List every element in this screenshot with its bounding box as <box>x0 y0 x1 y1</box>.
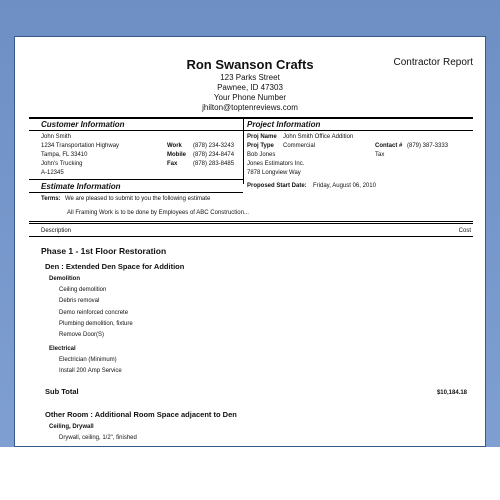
room-title: Den : Extended Den Space for Addition <box>45 262 185 271</box>
customer-name: John Smith <box>41 134 72 140</box>
line-item: Demo reinforced concrete <box>59 310 129 316</box>
room-title: Other Room : Additional Room Space adjacent to Den <box>45 410 237 419</box>
start-date-label: Proposed Start Date: <box>247 183 307 189</box>
company-street: 123 Parks Street <box>220 73 280 82</box>
line-item: Electrician (Minimum) <box>59 357 117 363</box>
customer-title-underline <box>29 130 243 131</box>
category-ceiling-drywall: Ceiling, Drywall <box>49 424 94 430</box>
category-demolition: Demolition <box>49 276 80 282</box>
line-item: Ceiling demolition <box>59 287 107 293</box>
mobile-phone: (878) 234-8474 <box>193 152 235 158</box>
report-page <box>14 36 486 447</box>
mobile-label: Mobile <box>167 152 186 158</box>
category-electrical: Electrical <box>49 346 76 352</box>
description-column-header: Description <box>41 228 72 234</box>
customer-account: A-12345 <box>41 170 64 176</box>
page-bottom-margin <box>0 447 500 500</box>
customer-company: John's Trucking <box>41 161 83 167</box>
proj-type: Commercial <box>283 143 316 149</box>
cost-column-header: Cost <box>458 228 471 234</box>
line-item: Install 200 Amp Service <box>59 368 122 374</box>
column-divider <box>243 117 244 184</box>
proj-type-label: Proj Type <box>247 143 274 149</box>
project-section-title: Project Information <box>247 120 321 129</box>
company-name: Ron Swanson Crafts <box>186 57 314 72</box>
header-divider <box>29 117 473 119</box>
report-title: Contractor Report <box>393 57 473 68</box>
proj-firm: Jones Estimators Inc. <box>247 161 305 167</box>
column-header-rule <box>29 236 473 237</box>
company-city: Pawnee, ID 47303 <box>217 83 283 92</box>
line-item: Debris removal <box>59 298 100 304</box>
start-date: Friday, August 06, 2010 <box>313 183 376 189</box>
line-item: Remove Door(S) <box>59 332 105 338</box>
fax-number: (878) 283-8485 <box>193 161 235 167</box>
proj-name: John Smith Office Addition <box>283 134 354 140</box>
line-item: Plumbing demolition, fixture <box>59 321 133 327</box>
work-label: Work <box>167 143 182 149</box>
contact-number: (879) 387-3333 <box>407 143 449 149</box>
customer-section-title: Customer Information <box>41 120 125 129</box>
fax-label: Fax <box>167 161 178 167</box>
estimate-title-underline <box>29 192 243 193</box>
proj-person: Bob Jones <box>247 152 276 158</box>
proj-name-label: Proj Name <box>247 134 277 140</box>
proj-address: 7878 Longview Way <box>247 170 301 176</box>
project-title-underline <box>244 130 473 131</box>
terms-label: Terms: <box>41 196 61 202</box>
customer-city: Tampa, FL 33410 <box>41 152 88 158</box>
line-item: Drywall, ceiling, 1/2", finished <box>59 435 137 441</box>
contact-label: Contact # <box>375 143 403 149</box>
estimate-divider-1 <box>29 221 473 222</box>
customer-bottom-rule <box>29 179 243 180</box>
estimate-divider-2 <box>29 223 473 224</box>
company-email: jhilton@toptenreviews.com <box>202 103 298 112</box>
customer-address: 1234 Transportation Highway <box>41 143 120 149</box>
terms-text: We are pleased to submit to you the following estimate <box>65 196 211 202</box>
subtotal-value: $10,184.18 <box>436 390 467 396</box>
work-phone: (878) 234-3243 <box>193 143 235 149</box>
subtotal-label: Sub Total <box>45 387 79 396</box>
tax-label: Tax <box>375 152 385 158</box>
estimate-section-title: Estimate Information <box>41 182 121 191</box>
estimate-note: All Framing Work is to be done by Employees of ABC Construction... <box>67 210 249 216</box>
phase-title: Phase 1 - 1st Floor Restoration <box>41 246 167 256</box>
company-phone: Your Phone Number <box>213 93 287 102</box>
